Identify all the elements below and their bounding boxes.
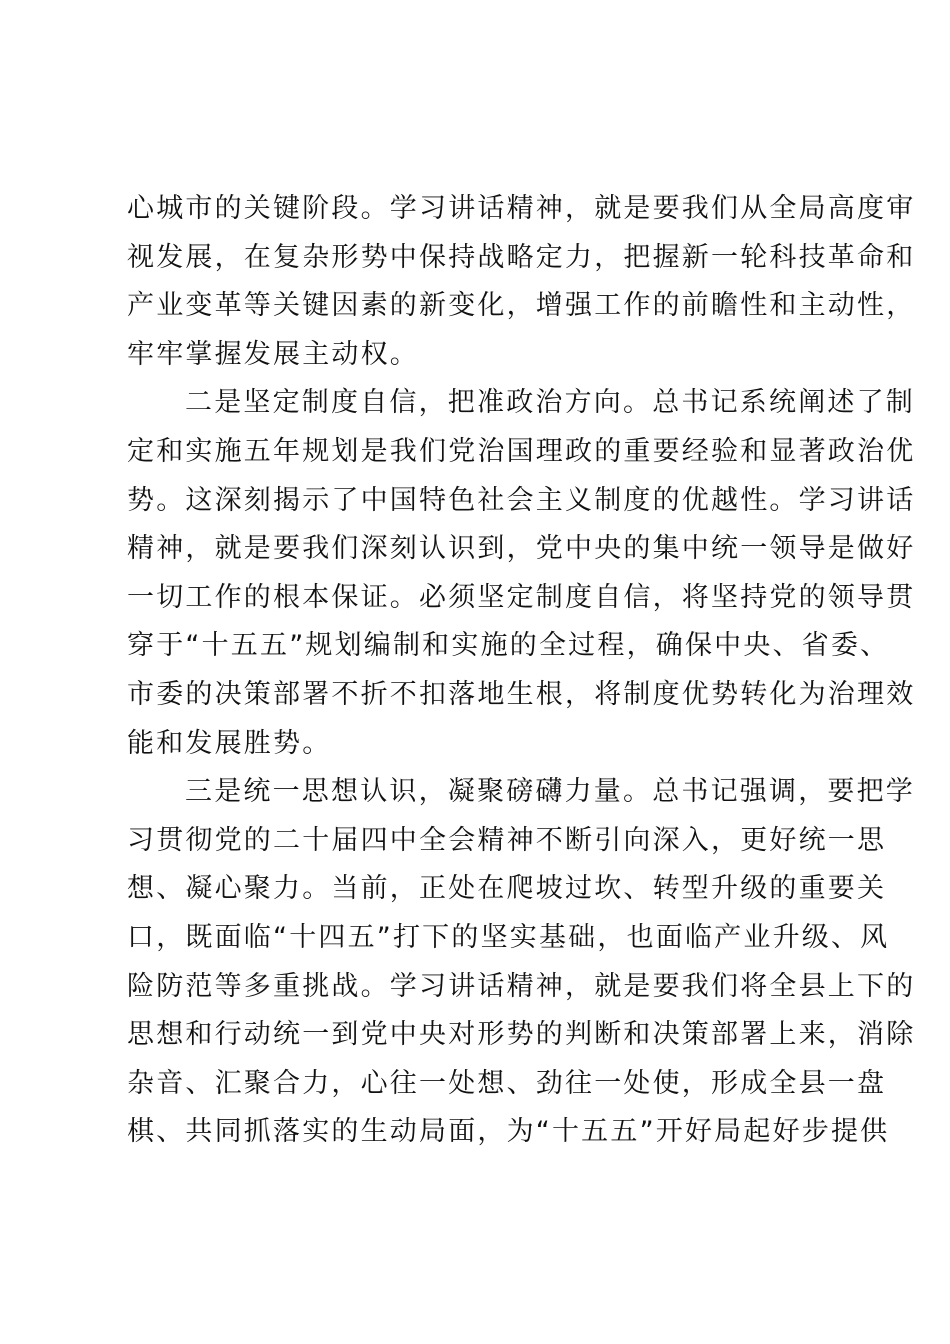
text-line: 势。这深刻揭示了中国特色社会主义制度的优越性。学习讲话 [127, 484, 916, 516]
document-body [127, 185, 916, 1157]
text-line: 思想和行动统一到党中央对形势的判断和决策部署上来，消除 [127, 1019, 916, 1051]
text-line: 牢牢掌握发展主动权。 [127, 338, 419, 370]
text-line: 心城市的关键阶段。学习讲话精神，就是要我们从全局高度审 [127, 193, 916, 224]
text-line: 杂音、汇聚合力，心往一处想、劲往一处使，形成全县一盘 [127, 1067, 887, 1099]
text-line: 定和实施五年规划是我们党治国理政的重要经验和显著政治优 [127, 435, 916, 467]
paragraph-unify-thinking [127, 768, 916, 1157]
text-line: 棋、共同抓落实的生动局面，为“十五五”开好局起好步提供 [127, 1116, 890, 1148]
text-line: 习贯彻党的二十届四中全会精神不断引向深入，更好统一思 [127, 824, 887, 856]
text-line: 想、凝心聚力。当前，正处在爬坡过坎、转型升级的重要关 [127, 873, 887, 905]
text-line: 产业变革等关键因素的新变化，增强工作的前瞻性和主动性， [127, 290, 916, 322]
text-line: 口，既面临“十四五”打下的坚实基础，也面临产业升级、风 [127, 921, 890, 953]
text-line: 险防范等多重挑战。学习讲话精神，就是要我们将全县上下的 [127, 970, 916, 1002]
text-line: 视发展，在复杂形势中保持战略定力，把握新一轮科技革命和 [127, 241, 916, 273]
text-line: 二是坚定制度自信，把准政治方向。总书记系统阐述了制 [185, 387, 915, 419]
paragraph-development-initiative [127, 185, 916, 379]
text-line: 市委的决策部署不折不扣落地生根，将制度优势转化为治理效 [127, 678, 916, 710]
text-line: 精神，就是要我们深刻认识到，党中央的集中统一领导是做好 [127, 533, 916, 565]
text-line: 穿于“十五五”规划编制和实施的全过程，确保中央、省委、 [127, 630, 890, 662]
paragraph-institutional-confidence [127, 379, 916, 768]
text-line: 三是统一思想认识，凝聚磅礴力量。总书记强调，要把学 [185, 776, 915, 808]
text-line: 一切工作的根本保证。必须坚定制度自信，将坚持党的领导贯 [127, 581, 916, 613]
text-line: 能和发展胜势。 [127, 727, 332, 759]
